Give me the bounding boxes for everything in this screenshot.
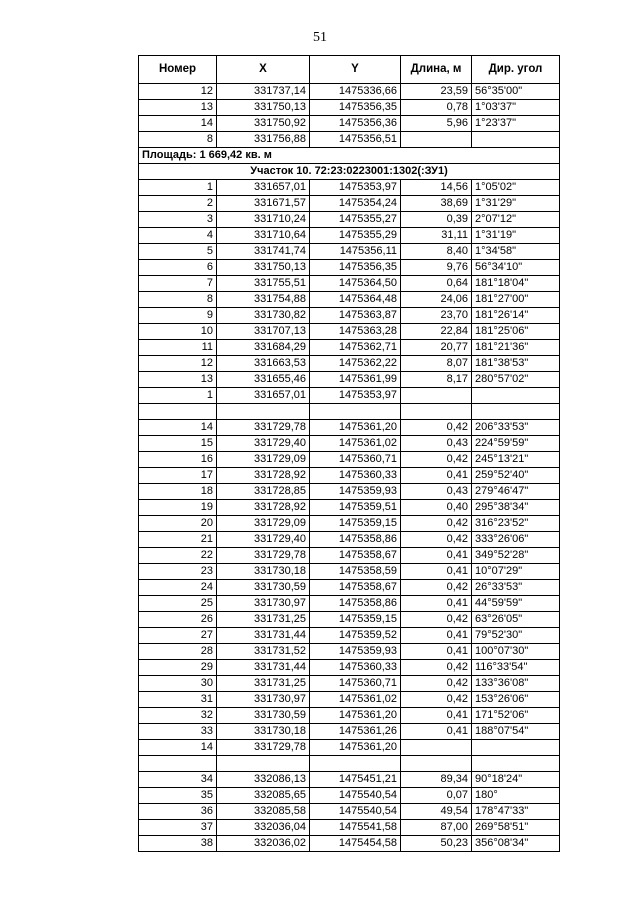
coord-x-cell: 331730,18	[217, 564, 310, 580]
table-row	[139, 420, 560, 436]
table-body	[139, 84, 560, 852]
length-cell: 0,41	[401, 468, 472, 484]
direction-angle-cell: 2°07'12"	[472, 212, 560, 228]
length-cell: 0,41	[401, 564, 472, 580]
direction-angle-cell: 181°25'06"	[472, 324, 560, 340]
length-cell: 0,41	[401, 708, 472, 724]
coord-x-cell: 331657,01	[217, 388, 310, 404]
table-row	[139, 292, 560, 308]
table-row	[139, 564, 560, 580]
length-cell: 0,43	[401, 484, 472, 500]
point-number-cell: 1	[139, 180, 217, 196]
table-row	[139, 580, 560, 596]
direction-angle-cell: 100°07'30"	[472, 644, 560, 660]
coord-x-cell: 331728,92	[217, 468, 310, 484]
coord-x-cell: 331741,74	[217, 244, 310, 260]
point-number-cell: 26	[139, 612, 217, 628]
direction-angle-cell: 259°52'40"	[472, 468, 560, 484]
point-number-cell: 19	[139, 500, 217, 516]
page-number: 51	[313, 30, 327, 45]
point-number-cell: 14	[139, 740, 217, 756]
length-cell: 0,64	[401, 276, 472, 292]
coord-y-cell: 1475358,59	[310, 564, 401, 580]
table-row	[139, 820, 560, 836]
table-row	[139, 308, 560, 324]
point-number-cell: 6	[139, 260, 217, 276]
direction-angle-cell	[472, 132, 560, 148]
coord-x-cell: 331756,88	[217, 132, 310, 148]
length-cell: 9,76	[401, 260, 472, 276]
blank-row	[139, 756, 560, 772]
coord-x-cell: 331730,18	[217, 724, 310, 740]
coord-y-cell: 1475360,33	[310, 468, 401, 484]
empty-cell	[472, 404, 560, 420]
coord-y-cell: 1475359,93	[310, 484, 401, 500]
length-cell	[401, 740, 472, 756]
length-cell: 0,40	[401, 500, 472, 516]
point-number-cell: 14	[139, 116, 217, 132]
coord-y-cell: 1475355,27	[310, 212, 401, 228]
length-cell: 0,41	[401, 628, 472, 644]
coord-y-cell: 1475356,11	[310, 244, 401, 260]
coord-y-cell: 1475354,24	[310, 196, 401, 212]
table-row	[139, 836, 560, 852]
length-cell: 0,07	[401, 788, 472, 804]
blank-row	[139, 404, 560, 420]
coord-y-cell: 1475541,58	[310, 820, 401, 836]
point-number-cell: 13	[139, 100, 217, 116]
direction-angle-cell: 178°47'33"	[472, 804, 560, 820]
direction-angle-cell: 90°18'24"	[472, 772, 560, 788]
coord-y-cell: 1475451,21	[310, 772, 401, 788]
empty-cell	[217, 756, 310, 772]
empty-cell	[139, 404, 217, 420]
coord-x-cell: 331731,44	[217, 628, 310, 644]
coord-x-cell: 331754,88	[217, 292, 310, 308]
direction-angle-cell	[472, 740, 560, 756]
direction-angle-cell: 1°05'02"	[472, 180, 560, 196]
coord-x-cell: 331731,25	[217, 676, 310, 692]
coord-x-cell: 331671,57	[217, 196, 310, 212]
table-row	[139, 596, 560, 612]
coord-x-cell: 331731,25	[217, 612, 310, 628]
coord-x-cell: 331730,59	[217, 708, 310, 724]
table-row	[139, 132, 560, 148]
coord-y-cell: 1475358,86	[310, 596, 401, 612]
direction-angle-cell: 180°	[472, 788, 560, 804]
table-row	[139, 788, 560, 804]
table-row	[139, 548, 560, 564]
coord-y-cell: 1475358,67	[310, 580, 401, 596]
coord-y-cell: 1475361,02	[310, 692, 401, 708]
point-number-cell: 15	[139, 436, 217, 452]
coord-x-cell: 332036,02	[217, 836, 310, 852]
coord-y-cell: 1475540,54	[310, 804, 401, 820]
coord-x-cell: 331729,78	[217, 420, 310, 436]
coord-y-cell: 1475360,71	[310, 452, 401, 468]
coord-x-cell: 331730,97	[217, 596, 310, 612]
table-row	[139, 676, 560, 692]
coord-x-cell: 331750,13	[217, 260, 310, 276]
table-row	[139, 84, 560, 100]
coord-y-cell: 1475353,97	[310, 180, 401, 196]
direction-angle-cell: 56°34'10"	[472, 260, 560, 276]
table-row	[139, 740, 560, 756]
coord-x-cell: 331750,13	[217, 100, 310, 116]
point-number-cell: 17	[139, 468, 217, 484]
length-cell: 23,59	[401, 84, 472, 100]
coord-y-cell: 1475361,02	[310, 436, 401, 452]
direction-angle-cell: 1°23'37"	[472, 116, 560, 132]
point-number-cell: 21	[139, 532, 217, 548]
point-number-cell: 8	[139, 292, 217, 308]
coord-y-cell: 1475363,87	[310, 308, 401, 324]
direction-angle-cell: 63°26'05"	[472, 612, 560, 628]
header-number: Номер	[139, 56, 217, 84]
length-cell: 0,42	[401, 580, 472, 596]
table-row	[139, 484, 560, 500]
coord-y-cell: 1475360,71	[310, 676, 401, 692]
direction-angle-cell: 26°33'53"	[472, 580, 560, 596]
coord-x-cell: 331729,78	[217, 548, 310, 564]
coord-y-cell: 1475336,66	[310, 84, 401, 100]
point-number-cell: 36	[139, 804, 217, 820]
coord-y-cell: 1475356,51	[310, 132, 401, 148]
coordinates-table	[138, 55, 560, 852]
empty-cell	[139, 756, 217, 772]
point-number-cell: 38	[139, 836, 217, 852]
point-number-cell: 31	[139, 692, 217, 708]
direction-angle-cell: 181°21'36"	[472, 340, 560, 356]
coord-x-cell: 331730,59	[217, 580, 310, 596]
table-row	[139, 244, 560, 260]
coord-y-cell: 1475361,20	[310, 740, 401, 756]
length-cell: 31,11	[401, 228, 472, 244]
length-cell: 0,42	[401, 660, 472, 676]
coord-x-cell: 332036,04	[217, 820, 310, 836]
coord-y-cell: 1475353,97	[310, 388, 401, 404]
table-row	[139, 356, 560, 372]
table-row	[139, 228, 560, 244]
point-number-cell: 30	[139, 676, 217, 692]
length-cell: 0,42	[401, 676, 472, 692]
point-number-cell: 33	[139, 724, 217, 740]
empty-cell	[401, 404, 472, 420]
table-row	[139, 692, 560, 708]
direction-angle-cell: 295°38'34"	[472, 500, 560, 516]
point-number-cell: 25	[139, 596, 217, 612]
direction-angle-cell: 188°07'54"	[472, 724, 560, 740]
direction-angle-cell: 224°59'59"	[472, 436, 560, 452]
coord-x-cell: 332086,13	[217, 772, 310, 788]
point-number-cell: 11	[139, 340, 217, 356]
direction-angle-cell: 206°33'53"	[472, 420, 560, 436]
length-cell: 0,42	[401, 420, 472, 436]
table-row	[139, 532, 560, 548]
coord-y-cell: 1475540,54	[310, 788, 401, 804]
direction-angle-cell: 181°26'14"	[472, 308, 560, 324]
table-row	[139, 468, 560, 484]
direction-angle-cell: 44°59'59"	[472, 596, 560, 612]
length-cell: 49,54	[401, 804, 472, 820]
direction-angle-cell: 356°08'34"	[472, 836, 560, 852]
point-number-cell: 28	[139, 644, 217, 660]
coord-y-cell: 1475356,36	[310, 116, 401, 132]
direction-angle-cell: 171°52'06"	[472, 708, 560, 724]
coord-y-cell: 1475359,52	[310, 628, 401, 644]
length-cell: 38,69	[401, 196, 472, 212]
table-row	[139, 724, 560, 740]
direction-angle-cell: 279°46'47"	[472, 484, 560, 500]
coord-x-cell: 331729,09	[217, 452, 310, 468]
coord-y-cell: 1475363,28	[310, 324, 401, 340]
length-cell: 0,42	[401, 692, 472, 708]
point-number-cell: 3	[139, 212, 217, 228]
coord-x-cell: 332085,58	[217, 804, 310, 820]
coord-y-cell: 1475356,35	[310, 260, 401, 276]
direction-angle-cell: 181°18'04"	[472, 276, 560, 292]
table-row	[139, 660, 560, 676]
coord-y-cell: 1475361,99	[310, 372, 401, 388]
coord-y-cell: 1475364,48	[310, 292, 401, 308]
coord-y-cell: 1475358,86	[310, 532, 401, 548]
table-row	[139, 628, 560, 644]
table-row	[139, 452, 560, 468]
length-cell: 0,41	[401, 548, 472, 564]
direction-angle-cell: 116°33'54"	[472, 660, 560, 676]
table-row	[139, 372, 560, 388]
area-row	[139, 148, 560, 164]
direction-angle-cell: 333°26'06"	[472, 532, 560, 548]
table-row	[139, 804, 560, 820]
coord-y-cell: 1475362,71	[310, 340, 401, 356]
coord-y-cell: 1475361,20	[310, 420, 401, 436]
coord-y-cell: 1475359,93	[310, 644, 401, 660]
header-x: X	[217, 56, 310, 84]
coord-x-cell: 331737,14	[217, 84, 310, 100]
table-row	[139, 388, 560, 404]
table-row	[139, 324, 560, 340]
table-row	[139, 500, 560, 516]
length-cell: 0,42	[401, 532, 472, 548]
coord-y-cell: 1475356,35	[310, 100, 401, 116]
coord-x-cell: 331729,40	[217, 532, 310, 548]
coord-x-cell: 331663,53	[217, 356, 310, 372]
coord-x-cell: 331710,64	[217, 228, 310, 244]
length-cell: 14,56	[401, 180, 472, 196]
point-number-cell: 22	[139, 548, 217, 564]
coord-x-cell: 331755,51	[217, 276, 310, 292]
coord-x-cell: 332085,65	[217, 788, 310, 804]
length-cell: 0,43	[401, 436, 472, 452]
coord-x-cell: 331729,78	[217, 740, 310, 756]
coord-x-cell: 331707,13	[217, 324, 310, 340]
direction-angle-cell: 1°31'29"	[472, 196, 560, 212]
length-cell: 0,42	[401, 516, 472, 532]
direction-angle-cell: 181°27'00"	[472, 292, 560, 308]
coord-y-cell: 1475359,15	[310, 516, 401, 532]
empty-cell	[217, 404, 310, 420]
point-number-cell: 34	[139, 772, 217, 788]
point-number-cell: 35	[139, 788, 217, 804]
table-row	[139, 708, 560, 724]
header-length: Длина, м	[401, 56, 472, 84]
point-number-cell: 20	[139, 516, 217, 532]
coord-y-cell: 1475361,26	[310, 724, 401, 740]
direction-angle-cell: 1°03'37"	[472, 100, 560, 116]
table-row	[139, 276, 560, 292]
coord-x-cell: 331684,29	[217, 340, 310, 356]
empty-cell	[401, 756, 472, 772]
table-row	[139, 116, 560, 132]
direction-angle-cell: 1°31'19"	[472, 228, 560, 244]
empty-cell	[310, 756, 401, 772]
point-number-cell: 37	[139, 820, 217, 836]
length-cell	[401, 388, 472, 404]
point-number-cell: 29	[139, 660, 217, 676]
point-number-cell: 14	[139, 420, 217, 436]
point-number-cell: 8	[139, 132, 217, 148]
section-row	[139, 164, 560, 180]
direction-angle-cell: 245°13'21"	[472, 452, 560, 468]
table-header-row	[139, 56, 560, 84]
length-cell: 89,34	[401, 772, 472, 788]
length-cell: 0,42	[401, 452, 472, 468]
table-row	[139, 180, 560, 196]
table-row	[139, 772, 560, 788]
length-cell: 5,96	[401, 116, 472, 132]
point-number-cell: 4	[139, 228, 217, 244]
point-number-cell: 27	[139, 628, 217, 644]
point-number-cell: 5	[139, 244, 217, 260]
direction-angle-cell: 1°34'58"	[472, 244, 560, 260]
point-number-cell: 23	[139, 564, 217, 580]
coord-y-cell: 1475358,67	[310, 548, 401, 564]
coord-x-cell: 331730,97	[217, 692, 310, 708]
table-row	[139, 260, 560, 276]
direction-angle-cell: 133°36'08"	[472, 676, 560, 692]
direction-angle-cell: 10°07'29"	[472, 564, 560, 580]
coord-x-cell: 331655,46	[217, 372, 310, 388]
point-number-cell: 1	[139, 388, 217, 404]
length-cell: 0,42	[401, 612, 472, 628]
length-cell: 0,41	[401, 724, 472, 740]
length-cell	[401, 132, 472, 148]
table-row	[139, 436, 560, 452]
coord-y-cell: 1475362,22	[310, 356, 401, 372]
coord-x-cell: 331731,44	[217, 660, 310, 676]
coord-x-cell: 331729,09	[217, 516, 310, 532]
point-number-cell: 7	[139, 276, 217, 292]
direction-angle-cell	[472, 388, 560, 404]
coord-x-cell: 331710,24	[217, 212, 310, 228]
point-number-cell: 18	[139, 484, 217, 500]
point-number-cell: 32	[139, 708, 217, 724]
length-cell: 22,84	[401, 324, 472, 340]
coord-x-cell: 331730,82	[217, 308, 310, 324]
direction-angle-cell: 269°58'51"	[472, 820, 560, 836]
length-cell: 0,41	[401, 644, 472, 660]
point-number-cell: 9	[139, 308, 217, 324]
point-number-cell: 2	[139, 196, 217, 212]
coord-y-cell: 1475360,33	[310, 660, 401, 676]
point-number-cell: 24	[139, 580, 217, 596]
direction-angle-cell: 153°26'06"	[472, 692, 560, 708]
point-number-cell: 13	[139, 372, 217, 388]
length-cell: 8,17	[401, 372, 472, 388]
coord-x-cell: 331657,01	[217, 180, 310, 196]
coord-y-cell: 1475355,29	[310, 228, 401, 244]
empty-cell	[472, 756, 560, 772]
direction-angle-cell: 349°52'28"	[472, 548, 560, 564]
point-number-cell: 12	[139, 84, 217, 100]
section-title: Участок 10. 72:23:0223001:1302(:ЗУ1)	[139, 164, 560, 180]
length-cell: 24,06	[401, 292, 472, 308]
direction-angle-cell: 79°52'30"	[472, 628, 560, 644]
table-row	[139, 644, 560, 660]
length-cell: 0,41	[401, 596, 472, 612]
length-cell: 50,23	[401, 836, 472, 852]
length-cell: 23,70	[401, 308, 472, 324]
coord-y-cell: 1475359,51	[310, 500, 401, 516]
header-y: Y	[310, 56, 401, 84]
direction-angle-cell: 280°57'02"	[472, 372, 560, 388]
length-cell: 8,40	[401, 244, 472, 260]
direction-angle-cell: 316°23'52"	[472, 516, 560, 532]
table-row	[139, 100, 560, 116]
length-cell: 20,77	[401, 340, 472, 356]
area-label: Площадь: 1 669,42 кв. м	[139, 148, 560, 164]
table-row	[139, 196, 560, 212]
table-row	[139, 612, 560, 628]
direction-angle-cell: 56°35'00"	[472, 84, 560, 100]
direction-angle-cell: 181°38'53"	[472, 356, 560, 372]
header-direction-angle: Дир. угол	[472, 56, 560, 84]
length-cell: 0,39	[401, 212, 472, 228]
point-number-cell: 12	[139, 356, 217, 372]
table-row	[139, 340, 560, 356]
point-number-cell: 16	[139, 452, 217, 468]
coord-y-cell: 1475364,50	[310, 276, 401, 292]
table-row	[139, 212, 560, 228]
coord-x-cell: 331750,92	[217, 116, 310, 132]
empty-cell	[310, 404, 401, 420]
coord-y-cell: 1475361,20	[310, 708, 401, 724]
table-row	[139, 516, 560, 532]
coord-x-cell: 331729,40	[217, 436, 310, 452]
length-cell: 8,07	[401, 356, 472, 372]
coord-x-cell: 331728,92	[217, 500, 310, 516]
point-number-cell: 10	[139, 324, 217, 340]
coord-x-cell: 331728,85	[217, 484, 310, 500]
length-cell: 0,78	[401, 100, 472, 116]
coord-x-cell: 331731,52	[217, 644, 310, 660]
coord-y-cell: 1475454,58	[310, 836, 401, 852]
length-cell: 87,00	[401, 820, 472, 836]
coord-y-cell: 1475359,15	[310, 612, 401, 628]
